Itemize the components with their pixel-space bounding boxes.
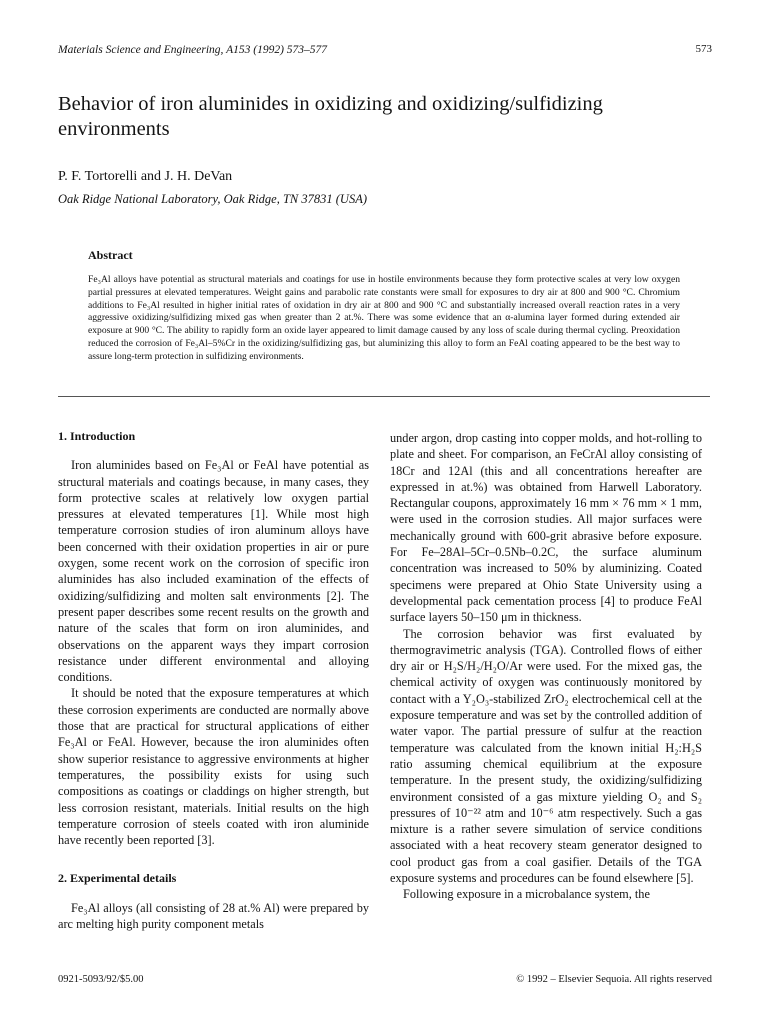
paragraph: Following exposure in a microbalance system, the [403,887,650,902]
page-number: 573 [695,43,712,55]
abstract-heading: Abstract [88,248,133,262]
paragraph: under argon, drop casting into copper molds, and hot-rolling to plate and sheet. For comparison, an FeCrAl alloy consisting of 18Cr and 12Al (this and all concentrations hereafter are expressed in at.%) was obtained from Harwell Laboratory. Rectangular coupons, approximately 16 mm × 76 mm × 1 mm, were used in the corrosion studies. All major surfaces were mechanically ground with 600-grit abrasive before exposure. For Fe–28Al–5Cr–0.5Nb–0.2C, the surface aluminum concentration was increased to 50% by aluminizing. Coated specimens were prepared at Ohio State University using a developmental pack cementation process [4] to produce FeAl surface layers 50–150 μm in thickness. [390,431,702,625]
paragraph: It should be noted that the exposure temperatures at which these corrosion experiments are conducted are normally above those that are practical for structural applications of either Fe₃Al or FeAl. However, because the iron aluminides often show superior resistance to aggressive environments at higher temperatures, the possibility exists for using such compositions as coatings or claddings on higher strength, but less corrosion resistant, materials. Initial results on the high temperature corrosion of steels coated with iron aluminide have recently been reported [3]. [58,686,369,848]
section-heading-experimental: 2. Experimental details [58,871,177,886]
section-heading-introduction: 1. Introduction [58,429,136,443]
paper-title: Behavior of iron aluminides in oxidizing and oxidizing/sulfidizing environments [58,93,603,140]
copyright-notice: © 1992 – Elsevier Sequoia. All rights reserved [516,974,712,985]
abstract-text: Fe₃Al alloys have potential as structural materials and coatings for use in hostile environments because they form protective scales at very low oxygen partial pressures at elevated temperatures. Weight gains and parabolic rate constants were small for exposures to dry air at 800 and 900 °C. Chromium additions to Fe₃Al resulted in higher initial rates of oxidation in dry air at 800 and 900 °C and substantially increased overall reaction rates in a very aggressive oxidizing/sulfidizing mixed gas when greater than 2 at.%. There was some evidence that an α-alumina layer formed during extended air exposure at 900 °C. The ability to rapidly form an oxide layer appeared to limit damage caused by any loss of scale during thermal cycling. Preoxidation reduced the corrosion of Fe₃Al–5%Cr in the oxidizing/sulfidizing gas, but aluminizing this alloy to form an FeAl coating appeared to be the best way to assure long-term protection in sulfidizing environments. [88,274,680,362]
journal-citation: Materials Science and Engineering, A153 (1992) 573–577 [58,44,328,56]
paragraph: Fe₃Al alloys (all consisting of 28 at.% Al) were prepared by arc melting high purity component metals [58,900,369,932]
authors: P. F. Tortorelli and J. H. DeVan [58,169,233,184]
divider-rule [58,396,710,397]
affiliation: Oak Ridge National Laboratory, Oak Ridge, TN 37831 (USA) [58,192,368,206]
right-column [390,430,702,903]
paragraph: Iron aluminides based on Fe₃Al or FeAl have potential as structural materials and coatings because, in many cases, they form protective scales at relatively low oxygen partial pressures at elevated temperatures [1]. While most high temperature corrosion studies of iron aluminum alloys have been concerned with their oxidation properties in air or pure oxygen, some recent work on the corrosion of specific iron aluminides has also included examination of the effects of oxidizing/sulfidizing and molten salt environments [2]. The present paper describes some recent results on the growth and nature of the scales that form on iron aluminides, and observations on the apparent ways they impart corrosion resistance under different environmental and alloying conditions. [58,458,369,685]
paragraph: The corrosion behavior was first evaluated by thermogravimetric analysis (TGA). Controlled flows of either dry air or H₂S/H₂/H₂O/Ar were used. For the mixed gas, the chemical activity of oxygen was continuously monitored by contact with a Y₂O₃-stabilized ZrO₂ electrochemical cell at the exposure temperature and was set by the controlled addition of water vapor. The partial pressure of sulfur at the reaction temperature was calculated from the known initial H₂:H₂S ratio assuming chemical equilibrium at the exposure temperature. In the present study, the oxidizing/sulfidizing environment consisted of a gas mixture yielding O₂ and S₂ pressures of 10⁻²² atm and 10⁻⁶ atm respectively. Such a gas mixture is a rather severe simulation of service conditions associated with a heat recovery steam generator designed to cool product gas from a coal gasifier. Details of the TGA exposure systems and procedures can be found elsewhere [5]. [390,626,702,886]
left-column [58,428,369,932]
issn-price-code: 0921-5093/92/$5.00 [58,974,144,985]
